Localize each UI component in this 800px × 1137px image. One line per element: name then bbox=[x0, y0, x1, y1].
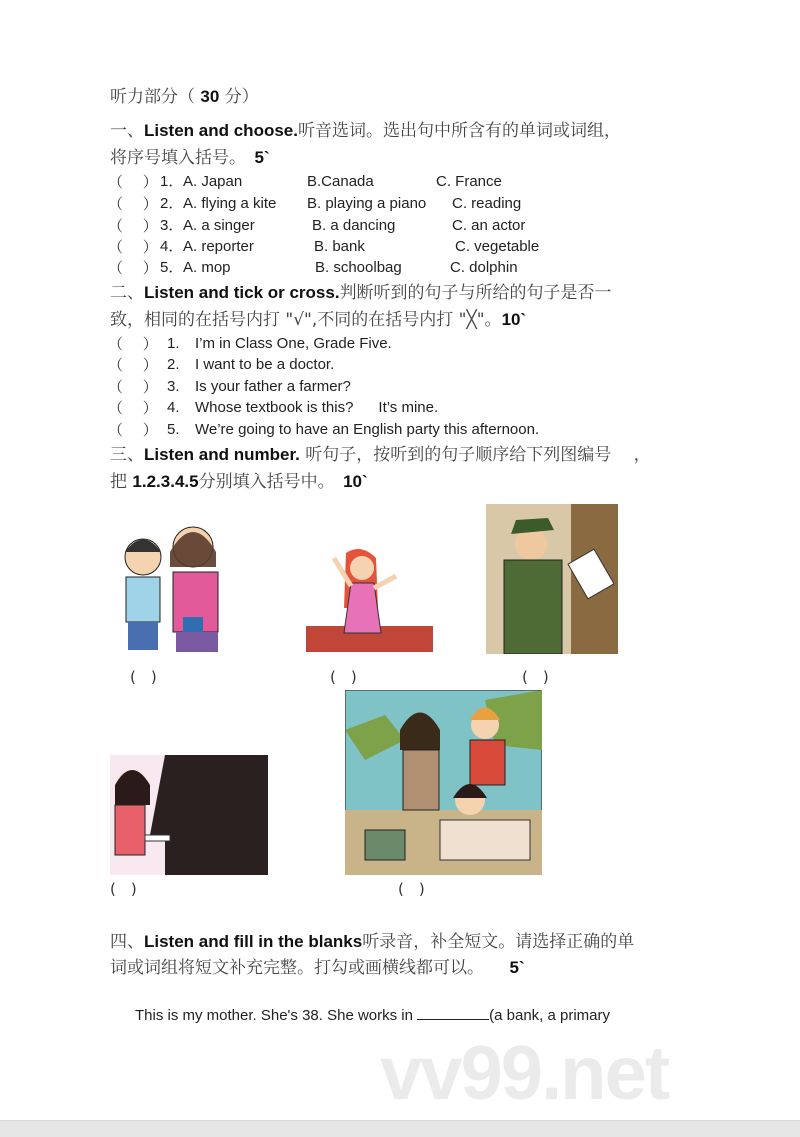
section2-heading: 二、Listen and tick or cross.判断听到的句子与所给的句子是否一 bbox=[110, 283, 612, 303]
sentence: I want to be a doctor. bbox=[195, 356, 335, 373]
option-b: B. a dancing bbox=[312, 217, 396, 234]
answer-blank[interactable]: （ ） bbox=[108, 421, 158, 439]
option-a: A. Japan bbox=[183, 173, 243, 190]
section1-heading-line2: 将序号填入括号。 5` bbox=[110, 148, 270, 168]
sentence: Is your father a farmer? bbox=[195, 378, 351, 395]
question-number: 3. bbox=[167, 378, 180, 395]
answer-blank[interactable]: （ ） bbox=[108, 173, 158, 191]
option-c: C. vegetable bbox=[455, 238, 540, 255]
picture-teacher-and-boy bbox=[108, 517, 234, 652]
question-number: 4． bbox=[160, 238, 184, 255]
option-a: A. a singer bbox=[183, 217, 255, 234]
answer-blank[interactable]: （ ） bbox=[108, 378, 158, 396]
option-b: B.Canada bbox=[307, 173, 374, 190]
picture5-answer-blank[interactable]: ( ) bbox=[398, 880, 425, 898]
listening-title: 听力部分（ 30 分） bbox=[110, 87, 259, 107]
option-a: A. flying a kite bbox=[183, 195, 277, 212]
answer-blank[interactable]: （ ） bbox=[108, 356, 158, 374]
picture-girl-playing-piano bbox=[110, 755, 268, 875]
option-b: B. bank bbox=[314, 238, 365, 255]
section2-heading-line2: 致，相同的在括号内打 "√",不同的在括号内打 "╳"。10` bbox=[110, 310, 527, 330]
option-c: C. France bbox=[436, 173, 502, 190]
question-number: 5． bbox=[160, 259, 184, 276]
answer-blank[interactable]: （ ） bbox=[108, 217, 158, 235]
section1-heading: 一、Listen and choose.听音选词。选出句中所含有的单词或词组， bbox=[110, 121, 621, 141]
question-number: 1. bbox=[167, 335, 180, 352]
option-b: B. schoolbag bbox=[315, 259, 402, 276]
answer-blank[interactable]: （ ） bbox=[108, 195, 158, 213]
picture-singer bbox=[306, 548, 433, 652]
question-number: 2． bbox=[160, 195, 184, 212]
passage-text: This is my mother. She's 38. She works in (a bank, a primary bbox=[135, 1007, 611, 1024]
section4-heading-line2: 词或词组将短文补充完整。打勾或画横线都可以。 5` bbox=[110, 958, 525, 978]
option-b: B. playing a piano bbox=[307, 195, 427, 212]
page-bottom-edge bbox=[0, 1120, 800, 1137]
question-number: 5. bbox=[167, 421, 180, 438]
answer-blank[interactable]: （ ） bbox=[108, 259, 158, 277]
answer-blank[interactable]: （ ） bbox=[108, 399, 158, 417]
picture3-answer-blank[interactable]: ( ) bbox=[522, 668, 549, 686]
option-c: C. an actor bbox=[452, 217, 526, 234]
section3-heading: 三、Listen and number. 听句子，按听到的句子顺序给下列图编号 ， bbox=[110, 445, 651, 465]
picture4-answer-blank[interactable]: ( ) bbox=[110, 880, 137, 898]
section3-heading-line2: 把 1.2.3.4.5分别填入括号中。 10` bbox=[110, 472, 368, 492]
question-number: 2. bbox=[167, 356, 180, 373]
sentence: I’m in Class One, Grade Five. bbox=[195, 335, 392, 352]
answer-blank[interactable]: （ ） bbox=[108, 335, 158, 353]
picture-postman bbox=[486, 504, 618, 654]
sentence: Whose textbook is this? It’s mine. bbox=[195, 399, 439, 416]
sentence: We’re going to have an English party this afternoon. bbox=[195, 421, 540, 438]
fill-blank[interactable] bbox=[417, 1005, 489, 1020]
watermark: vv99.net bbox=[380, 1031, 669, 1116]
option-a: A. mop bbox=[183, 259, 231, 276]
section4-heading: 四、Listen and fill in the blanks听录音，补全短文。请选择正确的单 bbox=[110, 932, 635, 952]
picture-reporter-interview bbox=[345, 690, 542, 875]
picture1-answer-blank[interactable]: ( ) bbox=[130, 668, 157, 686]
option-a: A. reporter bbox=[183, 238, 254, 255]
answer-blank[interactable]: （ ） bbox=[108, 238, 158, 256]
option-c: C. reading bbox=[452, 195, 522, 212]
question-number: 4. bbox=[167, 399, 180, 416]
question-number: 1． bbox=[160, 173, 184, 190]
option-c: C. dolphin bbox=[450, 259, 518, 276]
picture2-answer-blank[interactable]: ( ) bbox=[330, 668, 357, 686]
question-number: 3． bbox=[160, 217, 184, 234]
